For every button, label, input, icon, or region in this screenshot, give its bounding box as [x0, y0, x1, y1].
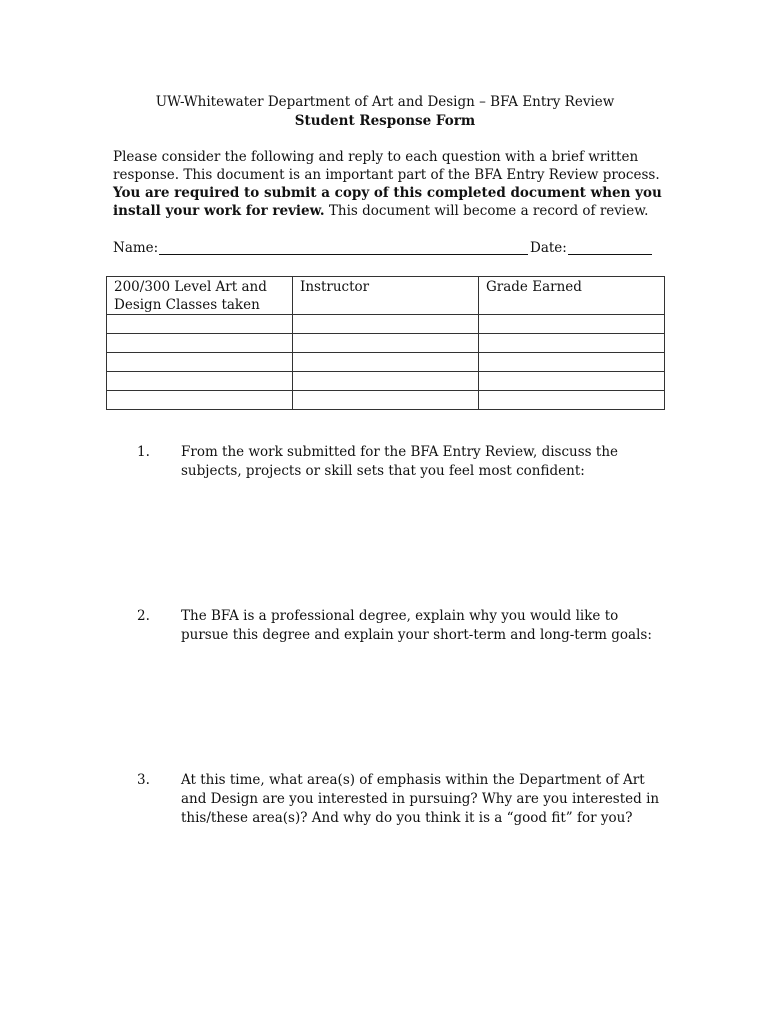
table-cell-instructor[interactable] [293, 315, 479, 334]
table-row [107, 372, 665, 391]
table-row [107, 391, 665, 410]
date-field[interactable] [568, 254, 652, 255]
table-cell-class[interactable] [107, 315, 293, 334]
table-cell-grade[interactable] [479, 353, 665, 372]
classes-table [106, 276, 665, 410]
table-cell-instructor[interactable] [293, 334, 479, 353]
table-cell-grade[interactable] [479, 315, 665, 334]
column-header-classes: 200/300 Level Art and Design Classes taken [107, 277, 293, 315]
question-number: 1. [137, 444, 150, 460]
intro-paragraph [113, 148, 673, 220]
table-cell-grade[interactable] [479, 372, 665, 391]
table-cell-class[interactable] [107, 353, 293, 372]
question-text: At this time, what area(s) of emphasis within the Department of Art and Design are you interested in pursuing? Why are you interested in this/these area(s)? And why do you think it is a “good fit” for you? [181, 772, 660, 826]
name-field[interactable] [159, 254, 528, 255]
column-header-grade: Grade Earned [479, 277, 665, 315]
name-label: Name: [113, 240, 159, 256]
intro-text-end: This document will become a record of review. [324, 203, 649, 219]
table-row [107, 315, 665, 334]
table-cell-grade[interactable] [479, 334, 665, 353]
table-cell-instructor[interactable] [293, 353, 479, 372]
question-number: 3. [137, 772, 150, 788]
table-header-row [107, 277, 665, 315]
document-title: Student Response Form [294, 113, 476, 129]
table-cell-grade[interactable] [479, 391, 665, 410]
table-cell-instructor[interactable] [293, 372, 479, 391]
date-label: Date: [530, 240, 567, 256]
table-cell-class[interactable] [107, 391, 293, 410]
table-cell-instructor[interactable] [293, 391, 479, 410]
name-date-row [113, 239, 653, 259]
intro-bold-text: You are required to submit a copy of this completed document when you install your work for review. [113, 185, 662, 219]
table-cell-class[interactable] [107, 372, 293, 391]
question-text: From the work submitted for the BFA Entry Review, discuss the subjects, projects or skill sets that you feel most confident: [181, 444, 618, 479]
table-row [107, 334, 665, 353]
table-row [107, 353, 665, 372]
column-header-instructor: Instructor [293, 277, 479, 315]
question-number: 2. [137, 608, 150, 624]
document-header: UW-Whitewater Department of Art and Design – BFA Entry Review [155, 94, 615, 110]
table-cell-class[interactable] [107, 334, 293, 353]
intro-text: Please consider the following and reply to each question with a brief written response. This document is an important part of the BFA Entry Review process. [113, 149, 660, 183]
question-text: The BFA is a professional degree, explain why you would like to pursue this degree and explain your short-term and long-term goals: [181, 608, 652, 643]
